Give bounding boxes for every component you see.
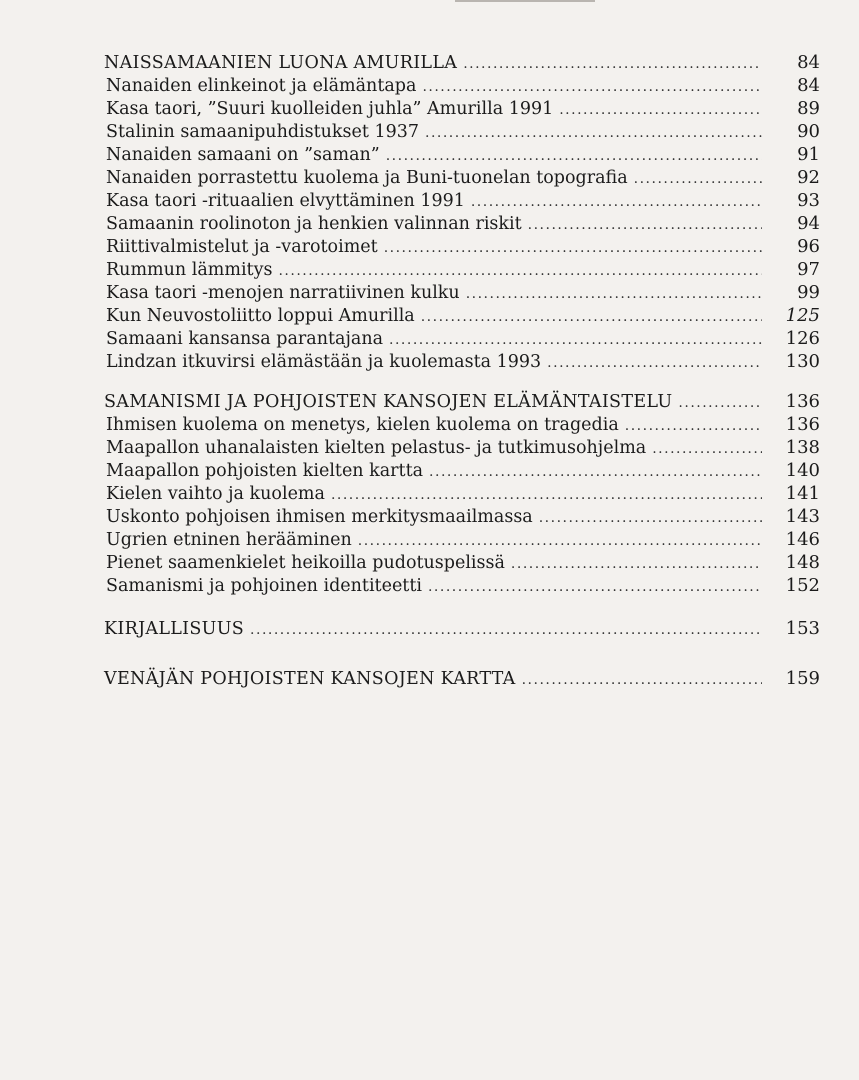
toc-entry-title: Stalinin samaanipuhdistukset 1937 [106, 122, 419, 142]
toc-entry-title: Maapallon uhanalaisten kielten pelastus- ja tutkimusohjelma [106, 438, 647, 458]
toc-heading [98, 668, 820, 698]
toc-entry-page: 89 [797, 98, 820, 119]
toc-heading-page: 159 [785, 668, 820, 689]
toc-heading-title: SAMANISMI JA POHJOISTEN KANSOJEN ELÄMÄNTAISTELU [104, 392, 673, 412]
toc-entry [98, 305, 820, 328]
toc-entry [98, 437, 820, 460]
leader-dots [652, 441, 762, 457]
toc-heading-title: VENÄJÄN POHJOISTEN KANSOJEN KARTTA [104, 669, 516, 689]
leader-dots [331, 487, 762, 503]
toc-section-samanismi [98, 391, 820, 598]
leader-dots [471, 194, 762, 210]
toc-entry [98, 236, 820, 259]
toc-entry [98, 414, 820, 437]
toc-heading [98, 52, 820, 75]
toc-heading-page: 136 [785, 391, 820, 412]
toc-entry [98, 575, 820, 598]
toc-entry [98, 483, 820, 506]
page-edge-line [455, 0, 595, 2]
table-of-contents [98, 52, 820, 698]
toc-entry-page: 84 [797, 75, 820, 96]
toc-entry [98, 98, 820, 121]
leader-dots [421, 309, 762, 325]
leader-dots [528, 217, 762, 233]
toc-entry-title: Ihmisen kuolema on menetys, kielen kuolema on tragedia [106, 415, 619, 435]
toc-section-kartta [98, 668, 820, 698]
leader-dots [678, 395, 762, 411]
toc-entry [98, 529, 820, 552]
toc-entry [98, 167, 820, 190]
toc-entry [98, 213, 820, 236]
toc-entry-page: 91 [797, 144, 820, 165]
toc-entry [98, 552, 820, 575]
leader-dots [422, 79, 762, 95]
toc-entry-page: 143 [785, 506, 820, 527]
toc-entry [98, 259, 820, 282]
toc-entry-page: 140 [785, 460, 820, 481]
leader-dots [634, 171, 762, 187]
toc-entry-title: Maapallon pohjoisten kielten kartta [106, 461, 424, 481]
leader-dots [539, 510, 762, 526]
toc-heading-page: 153 [785, 618, 820, 639]
leader-dots [250, 622, 762, 638]
toc-entry-page: 92 [797, 167, 820, 188]
toc-entry-title: Kasa taori -rituaalien elvyttäminen 1991 [106, 191, 465, 211]
leader-dots [511, 556, 762, 572]
toc-entry-page: 126 [785, 328, 820, 349]
leader-dots [522, 672, 762, 688]
toc-entry-page: 148 [785, 552, 820, 573]
toc-entry-title: Kielen vaihto ja kuolema [106, 484, 325, 504]
toc-entry [98, 121, 820, 144]
toc-entry-title: Uskonto pohjoisen ihmisen merkitysmaailmassa [106, 507, 533, 527]
leader-dots [547, 355, 762, 371]
toc-entry [98, 75, 820, 98]
toc-heading-page: 84 [797, 52, 820, 73]
toc-heading [98, 391, 820, 414]
toc-section-kirjallisuus [98, 618, 820, 648]
toc-entry-title: Kun Neuvostoliitto loppui Amurilla [106, 306, 415, 326]
toc-entry-page: 146 [785, 529, 820, 550]
toc-entry-page: 136 [785, 414, 820, 435]
toc-entry-page: 138 [785, 437, 820, 458]
toc-entry-title: Kasa taori -menojen narratiivinen kulku [106, 283, 460, 303]
toc-entry-page: 90 [797, 121, 820, 142]
leader-dots [625, 418, 762, 434]
toc-entry-title: Nanaiden porrastettu kuolema ja Buni-tuonelan topografia [106, 168, 628, 188]
toc-entry-page: 125 [785, 305, 820, 326]
toc-entry-page: 99 [797, 282, 820, 303]
toc-entry-page: 130 [785, 351, 820, 372]
leader-dots [466, 286, 762, 302]
leader-dots [278, 263, 762, 279]
toc-section-amur [98, 52, 820, 374]
toc-entry-page: 152 [785, 575, 820, 596]
leader-dots [386, 148, 762, 164]
toc-entry-title: Nanaiden samaani on ”saman” [106, 145, 380, 165]
toc-entry-title: Nanaiden elinkeinot ja elämäntapa [106, 76, 417, 96]
toc-entry-title: Ugrien etninen herääminen [106, 530, 352, 550]
leader-dots [425, 125, 762, 141]
leader-dots [384, 240, 762, 256]
toc-heading-title: NAISSAMAANIEN LUONA AMURILLA [104, 53, 458, 73]
toc-entry-page: 97 [797, 259, 820, 280]
toc-entry-title: Riittivalmistelut ja -varotoimet [106, 237, 378, 257]
leader-dots [428, 579, 762, 595]
toc-heading-title: KIRJALLISUUS [104, 619, 245, 639]
toc-entry-title: Pienet saamenkielet heikoilla pudotuspelissä [106, 553, 505, 573]
toc-entry-title: Samaanin roolinoton ja henkien valinnan riskit [106, 214, 522, 234]
toc-entry [98, 506, 820, 529]
toc-entry-page: 141 [785, 483, 820, 504]
toc-entry [98, 328, 820, 351]
toc-entry [98, 351, 820, 374]
leader-dots [463, 56, 762, 72]
toc-entry-page: 96 [797, 236, 820, 257]
toc-entry-title: Lindzan itkuvirsi elämästään ja kuolemasta 1993 [106, 352, 542, 372]
toc-entry [98, 460, 820, 483]
leader-dots [429, 464, 762, 480]
toc-entry-page: 94 [797, 213, 820, 234]
leader-dots [559, 102, 762, 118]
toc-entry-title: Samanismi ja pohjoinen identiteetti [106, 576, 422, 596]
leader-dots [389, 332, 762, 348]
toc-entry-page: 93 [797, 190, 820, 211]
toc-entry [98, 282, 820, 305]
toc-entry-title: Samaani kansansa parantajana [106, 329, 384, 349]
toc-entry-title: Kasa taori, ”Suuri kuolleiden juhla” Amurilla 1991 [106, 99, 554, 119]
toc-entry [98, 190, 820, 213]
toc-entry [98, 144, 820, 167]
toc-heading [98, 618, 820, 648]
leader-dots [358, 533, 762, 549]
toc-entry-title: Rummun lämmitys [106, 260, 273, 280]
